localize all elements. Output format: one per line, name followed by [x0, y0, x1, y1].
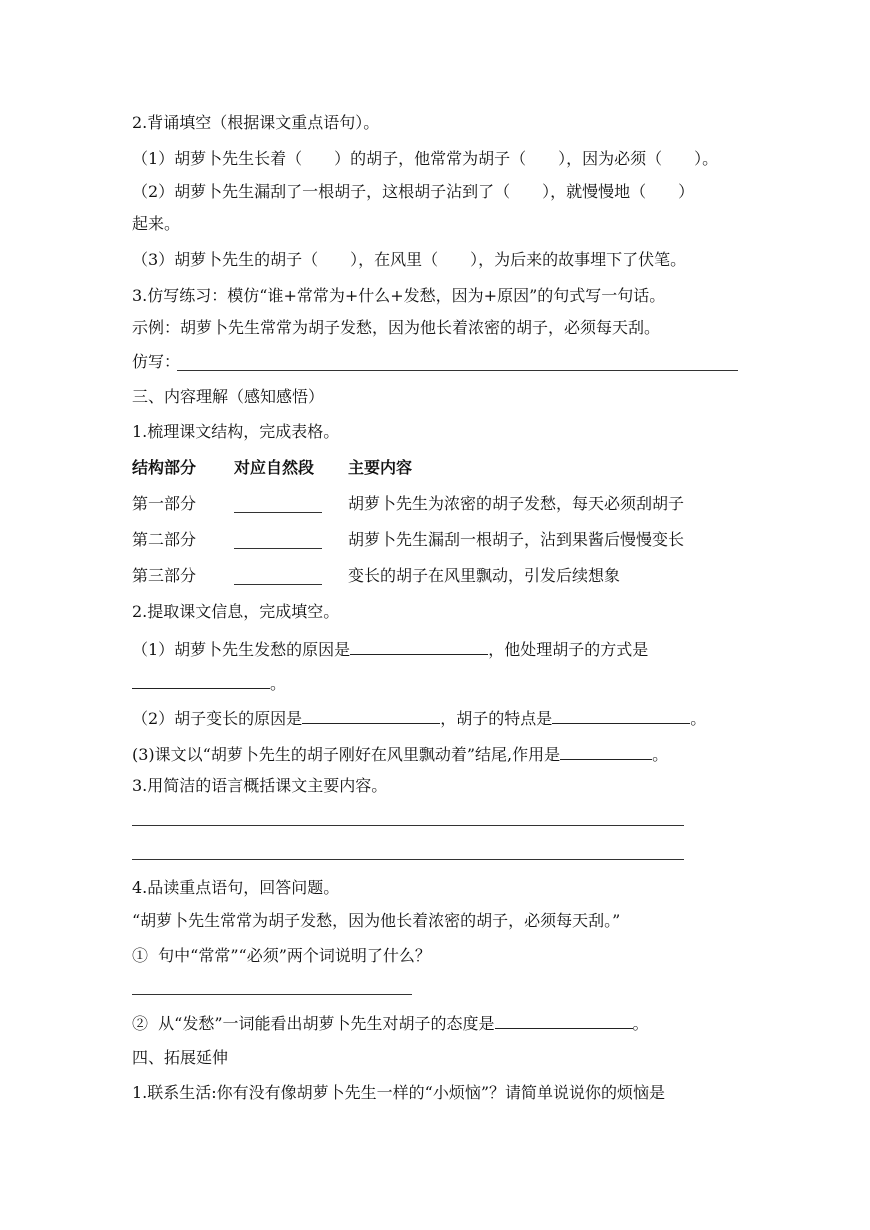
table-row-2-content: 胡萝卜先生漏刮一根胡子，沾到果酱后慢慢变长 — [348, 530, 685, 549]
section4-heading: 四、拓展延伸 — [132, 1048, 229, 1067]
table-header-paragraph: 对应自然段 — [234, 458, 315, 477]
table-row-2-paragraph-blank[interactable] — [234, 548, 322, 549]
section3-heading: 三、内容理解（感知感悟） — [132, 387, 325, 406]
table-row-1-paragraph-blank[interactable] — [234, 512, 322, 513]
q3-example: 示例：胡萝卜先生常常为胡子发愁，因为他长着浓密的胡子，必须每天刮。 — [132, 318, 661, 337]
s3-q2-item-2-blank-1[interactable] — [302, 707, 440, 724]
s3-q2-item-1-text-c: 。 — [270, 674, 287, 693]
s3-q4-sub-1-answer-line[interactable] — [132, 994, 412, 995]
s3-q2-item-1-text-b: ，他处理胡子的方式是 — [488, 640, 649, 659]
s3-q2-item-2-text-a: （2）胡子变长的原因是 — [132, 709, 303, 728]
s3-q4-sub-2 — [132, 1012, 649, 1032]
table-row-3-part: 第三部分 — [132, 566, 197, 585]
s3-q2-item-2 — [132, 707, 706, 727]
q3-title: 3.仿写练习：模仿“谁+常常为+什么+发愁，因为+原因”的句式写一句话。 — [132, 286, 666, 305]
s3-q2-item-3-text-b: 。 — [652, 745, 669, 764]
q2-item-1: （1）胡萝卜先生长着（ ）的胡子，他常常为胡子（ ），因为必须（ ）。 — [132, 149, 719, 168]
s3-q4-sub-2-blank[interactable] — [495, 1012, 633, 1029]
s3-q2-item-1-line-2 — [132, 672, 286, 692]
s3-q4-sub-2-text-a: ② 从“发愁”一词能看出胡萝卜先生对胡子的态度是 — [132, 1014, 495, 1033]
s4-q1: 1.联系生活:你有没有像胡萝卜先生一样的“小烦恼”？请简单说说你的烦恼是 — [132, 1083, 666, 1102]
s3-q2-item-1-blank-1[interactable] — [350, 638, 488, 655]
s3-q2-item-3 — [132, 743, 668, 763]
table-row-2-part: 第二部分 — [132, 530, 197, 549]
s3-q2-item-2-text-b: ，胡子的特点是 — [440, 709, 553, 728]
table-header-part: 结构部分 — [132, 458, 197, 477]
s3-q2-title: 2.提取课文信息，完成填空。 — [132, 602, 340, 621]
q3-write-answer-line[interactable] — [177, 370, 738, 371]
s3-q2-item-2-blank-2[interactable] — [552, 707, 690, 724]
s3-q2-item-3-text-a: (3)课文以“胡萝卜先生的胡子刚好在风里飘动着”结尾,作用是 — [132, 745, 561, 764]
q2-title: 2.背诵填空（根据课文重点语句）。 — [132, 113, 380, 132]
s3-q4-sub-1: ① 句中“常常”“必须”两个词说明了什么？ — [132, 946, 431, 965]
s3-q2-item-1-text-a: （1）胡萝卜先生发愁的原因是 — [132, 640, 351, 659]
s3-q3-answer-line-2[interactable] — [132, 859, 684, 860]
q2-item-2-line-2: 起来。 — [132, 214, 181, 233]
s3-q4-quote: “胡萝卜先生常常为胡子发愁，因为他长着浓密的胡子，必须每天刮。” — [132, 911, 621, 930]
s3-q4-title: 4.品读重点语句，回答问题。 — [132, 878, 340, 897]
s3-q2-item-3-blank[interactable] — [560, 743, 652, 760]
table-header-content: 主要内容 — [348, 458, 413, 477]
s3-q4-sub-2-text-b: 。 — [632, 1014, 649, 1033]
table-row-3-content: 变长的胡子在风里飘动，引发后续想象 — [348, 566, 621, 585]
s3-q3-title: 3.用简洁的语言概括课文主要内容。 — [132, 776, 388, 795]
s3-q2-item-2-text-c: 。 — [690, 709, 707, 728]
table-row-1-content: 胡萝卜先生为浓密的胡子发愁，每天必须刮胡子 — [348, 494, 685, 513]
table-row-1-part: 第一部分 — [132, 494, 197, 513]
s3-q2-item-1-blank-2[interactable] — [132, 672, 270, 689]
table-row-3-paragraph-blank[interactable] — [234, 584, 322, 585]
q2-item-2-line-1: （2）胡萝卜先生漏刮了一根胡子，这根胡子沾到了（ ），就慢慢地（ ） — [132, 182, 695, 201]
s3-q2-item-1-line-1 — [132, 638, 648, 658]
s3-q3-answer-line-1[interactable] — [132, 825, 684, 826]
s3-q1-title: 1.梳理课文结构，完成表格。 — [132, 422, 340, 441]
q3-write-label: 仿写： — [132, 352, 181, 371]
q2-item-3: （3）胡萝卜先生的胡子（ ），在风里（ ），为后来的故事埋下了伏笔。 — [132, 250, 687, 269]
